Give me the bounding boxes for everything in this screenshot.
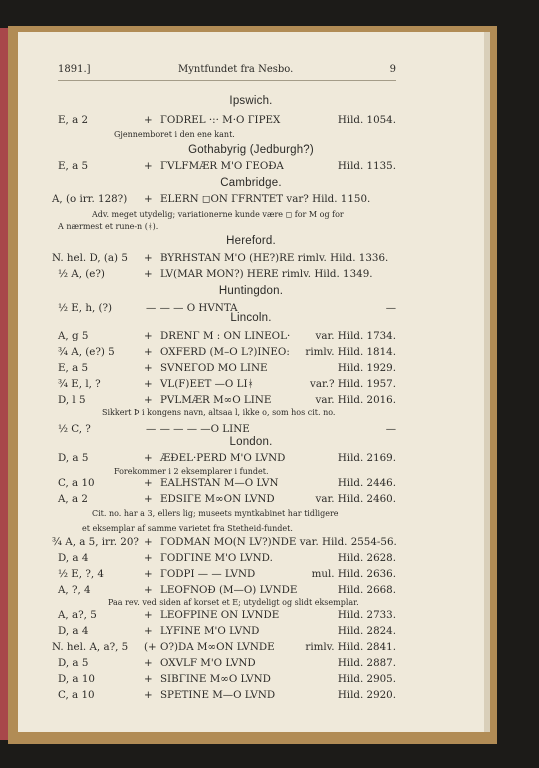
hildebrand-reference: Hild. 2668. [337, 584, 396, 596]
entry-key: E, a 5 [58, 362, 89, 374]
page-number: 9 [389, 64, 396, 75]
note-text: Forekommer i 2 eksemplarer i fundet. [114, 467, 269, 476]
coin-entry [18, 451, 484, 465]
note-text: Adv. meget utydelig; variationerne kunde være ◻ for M og for [92, 210, 344, 219]
hildebrand-reference: var. Hild. 1734. [315, 330, 396, 342]
cross-mark: + [144, 568, 153, 580]
legend-text: LEOFNOÐ (M—O) LVNDE [160, 584, 298, 596]
cross-mark: + [144, 378, 153, 390]
legend-text: SIBΓINE M∞O LVND [160, 673, 271, 685]
entry-key: D, l 5 [58, 394, 86, 406]
cross-mark: + [144, 536, 153, 548]
legend-text: LV(MAR MON?) HERE rimlv. Hild. 1349. [160, 268, 373, 280]
legend-text: ГODPI — — LVND [160, 568, 256, 580]
entry-key: C, a 10 [58, 477, 95, 489]
hildebrand-reference: Hild. 1135. [337, 160, 396, 172]
legend-text: OXFERD (M–O L?)INEO: [160, 346, 290, 358]
entry-key: A, (o irr. 128?) [52, 193, 128, 205]
legend-text: EDSIГE M∞ON LVND [160, 493, 275, 505]
cross-mark: + [144, 394, 153, 406]
coin-entry [18, 567, 484, 581]
entry-key: A, g 5 [58, 330, 89, 342]
coin-entry [18, 377, 484, 391]
cross-mark: + [144, 452, 153, 464]
legend-text: O?)DA M∞ON LVNDE [160, 641, 275, 653]
hildebrand-reference: Hild. 2169. [337, 452, 396, 464]
city-heading: London. [229, 436, 273, 448]
annotation-note [18, 221, 484, 233]
coin-entry [18, 640, 484, 654]
cross-mark: + [144, 584, 153, 596]
hildebrand-reference: Hild. 2920. [337, 689, 396, 701]
legend-text: SVNEГOD MO LINE [160, 362, 268, 374]
hildebrand-reference: Hild. 2824. [337, 625, 396, 637]
city-heading: Gothabyrig (Jedburgh?) [188, 144, 314, 156]
coin-entry [18, 422, 484, 436]
hildebrand-reference: rimlv. Hild. 1814. [305, 346, 396, 358]
header-title: Myntfundet fra Nesbo. [178, 64, 294, 75]
running-header [18, 64, 484, 78]
entry-key: D, a 5 [58, 452, 89, 464]
hildebrand-reference: Hild. 2733. [337, 609, 396, 621]
entry-key: C, a 10 [58, 689, 95, 701]
note-text: Cit. no. har a 3, ellers lig; museets myntkabinet har tidligere [92, 509, 339, 518]
legend-text: VL(F)EET —O LIᚼ [160, 378, 254, 390]
entry-key: ½ E, ?, 4 [58, 568, 104, 580]
hildebrand-reference: Hild. 1054. [337, 114, 396, 126]
hildebrand-reference: rimlv. Hild. 2841. [305, 641, 396, 653]
page-edge [484, 32, 490, 732]
hildebrand-reference: — [385, 302, 396, 314]
legend-text: BYRHSTAN M'O (HE?)RE rimlv. Hild. 1336. [160, 252, 389, 264]
note-text: Paa rev. ved siden af korset et E; utydeligt og slidt eksemplar. [108, 598, 359, 607]
legend-text: LYFINE M'O LVND [160, 625, 260, 637]
entry-key: ½ E, h, (?) [58, 302, 113, 314]
coin-entry [18, 535, 484, 549]
legend-text: ELERN ◻ON ГFRNTET var? Hild. 1150. [160, 193, 371, 205]
hildebrand-reference: var. Hild. 2016. [315, 394, 396, 406]
cross-mark: + [144, 114, 153, 126]
annotation-note [18, 129, 484, 141]
entry-key: ¾ E, l, ? [58, 378, 101, 390]
coin-entry [18, 624, 484, 638]
coin-entry [18, 672, 484, 686]
cross-mark: + [144, 193, 153, 205]
coin-entry [18, 492, 484, 506]
note-text: A nærmest et rune-n (ᚼ). [58, 222, 159, 231]
hildebrand-reference: — [385, 423, 396, 435]
cross-mark: + [144, 160, 153, 172]
hildebrand-reference: Hild. 2446. [337, 477, 396, 489]
annotation-note [18, 523, 484, 535]
entry-key: ¾ A, (e?) 5 [58, 346, 115, 358]
entry-key: ½ A, (e?) [58, 268, 105, 280]
coin-entry [18, 192, 484, 206]
legend-text: ÆÐEL·PERD M'O LVND [160, 452, 286, 464]
cross-mark: + [144, 673, 153, 685]
coin-entry [18, 393, 484, 407]
legend-text: EALHSTAN M—O LVN [160, 477, 279, 489]
hildebrand-reference: var. Hild. 2460. [315, 493, 396, 505]
cross-mark: + [144, 362, 153, 374]
legend-text: — — — — —O LINE [146, 423, 250, 435]
legend-text: SPETINE M—O LVND [160, 689, 276, 701]
entry-key: ¾ A, a 5, irr. 20? [52, 536, 139, 548]
note-text: et eksemplar af samme varietet fra Stetheid-fundet. [82, 524, 293, 533]
coin-entry [18, 329, 484, 343]
coin-entry [18, 476, 484, 490]
hildebrand-reference: Hild. 2905. [337, 673, 396, 685]
city-heading: Cambridge. [220, 177, 282, 189]
entry-key: N. hel. D, (a) 5 [52, 252, 128, 264]
coin-entry [18, 688, 484, 702]
city-heading: Huntingdon. [218, 285, 284, 297]
annotation-note [18, 508, 484, 520]
coin-entry [18, 361, 484, 375]
legend-text: — — — O HVNTA [146, 302, 238, 314]
hildebrand-reference: Hild. 1929. [337, 362, 396, 374]
note-text: Sikkert Þ i kongens navn, altsaa l, ikke o, som hos cit. no. [102, 408, 336, 417]
legend-text: OXVLF M'O LVND [160, 657, 256, 669]
document-page [18, 32, 484, 732]
entry-key: E, a 2 [58, 114, 89, 126]
hildebrand-reference: mul. Hild. 2636. [311, 568, 396, 580]
coin-entry [18, 583, 484, 597]
cross-mark: + [144, 330, 153, 342]
legend-text: PVLMÆR M∞O LINE [160, 394, 272, 406]
header-rule [58, 80, 396, 81]
cross-mark: + [144, 346, 153, 358]
entry-key: D, a 5 [58, 657, 89, 669]
legend-text: DRENΓ M : ON LINEOL· [160, 330, 291, 342]
coin-entry [18, 159, 484, 173]
entry-key: N. hel. A, a?, 5 [52, 641, 129, 653]
cross-mark: + [144, 609, 153, 621]
entry-key: A, a 2 [58, 493, 88, 505]
annotation-note [18, 407, 484, 419]
entry-key: A, a?, 5 [58, 609, 97, 621]
coin-entry [18, 551, 484, 565]
coin-entry [18, 113, 484, 127]
cross-mark: + [144, 493, 153, 505]
legend-text: ГODΓINE M'O LVND. [160, 552, 273, 564]
cross-mark: (+ [144, 641, 157, 653]
hildebrand-reference: Hild. 2628. [337, 552, 396, 564]
hildebrand-reference: Hild. 2887. [337, 657, 396, 669]
entry-key: ½ C, ? [58, 423, 91, 435]
legend-text: ГODMAN MO(N LV?)NDE var. Hild. 2554-56. [160, 536, 397, 548]
header-year: 1891.] [58, 64, 91, 75]
cross-mark: + [144, 625, 153, 637]
note-text: Gjennemboret i den ene kant. [114, 130, 235, 139]
coin-entry [18, 267, 484, 281]
coin-entry [18, 656, 484, 670]
legend-text: LEOFPINE ON LVNDE [160, 609, 280, 621]
cross-mark: + [144, 657, 153, 669]
entry-key: D, a 4 [58, 552, 89, 564]
legend-text: ΓVLFMÆR M'O ГEOÐA [160, 160, 284, 172]
legend-text: ГODREL ·:· M·O ГIPEX [160, 114, 281, 126]
cross-mark: + [144, 268, 153, 280]
annotation-note [18, 209, 484, 221]
coin-entry [18, 345, 484, 359]
city-heading: Lincoln. [230, 312, 272, 324]
cross-mark: + [144, 252, 153, 264]
entry-key: D, a 4 [58, 625, 89, 637]
entry-key: A, ?, 4 [58, 584, 91, 596]
coin-entry [18, 608, 484, 622]
coin-entry [18, 251, 484, 265]
hildebrand-reference: var.? Hild. 1957. [310, 378, 396, 390]
entry-key: D, a 10 [58, 673, 95, 685]
cross-mark: + [144, 477, 153, 489]
cross-mark: + [144, 689, 153, 701]
city-heading: Hereford. [226, 235, 276, 247]
city-heading: Ipswich. [229, 95, 273, 107]
cross-mark: + [144, 552, 153, 564]
entry-key: E, a 5 [58, 160, 89, 172]
